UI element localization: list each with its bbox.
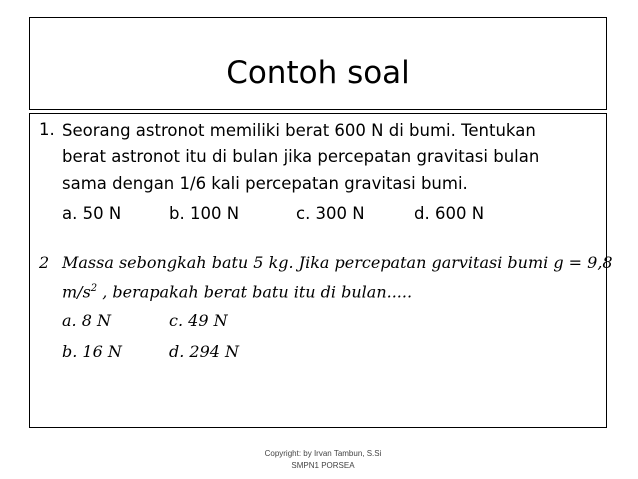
question-1-option-b: b. 100 N <box>169 204 240 223</box>
question-2-unit-exponent: 2 <box>90 283 98 294</box>
question-2-line-2 <box>62 278 412 303</box>
question-2-line-1: Massa sebongkah batu 5 kg. Jika percepatan garvitasi bumi g = 9,8 <box>62 253 613 272</box>
slide-title: Contoh soal <box>226 55 410 91</box>
question-2-line-2-rest: , berapakah berat batu itu di bulan..... <box>97 282 413 302</box>
question-2-option-d: d. 294 N <box>169 342 240 361</box>
slide-title-box <box>29 17 607 110</box>
question-1-option-a: a. 50 N <box>62 204 122 223</box>
question-1-option-c: c. 300 N <box>296 204 365 223</box>
question-2-option-a: a. 8 N <box>62 311 111 330</box>
question-2-unit: m/s <box>62 282 91 302</box>
question-2-option-b: b. 16 N <box>62 342 122 361</box>
question-1-line-1: Seorang astronot memiliki berat 600 N di bumi. Tentukan <box>62 121 536 140</box>
question-1-line-3: sama dengan 1/6 kali percepatan gravitasi bumi. <box>62 174 468 193</box>
copyright-line-1: Copyright: by Irvan Tambun, S.Si <box>264 449 382 458</box>
question-1-option-d: d. 600 N <box>414 204 485 223</box>
copyright-line-2: SMPN1 PORSEA <box>291 461 355 470</box>
question-1-number: 1. <box>39 120 55 139</box>
question-1-line-2: berat astronot itu di bulan jika percepatan gravitasi bulan <box>62 147 540 166</box>
copyright-footer <box>228 448 418 472</box>
slide-body-box <box>29 113 613 428</box>
question-2-number: 2 <box>39 253 50 272</box>
question-2-option-c: c. 49 N <box>169 311 228 330</box>
